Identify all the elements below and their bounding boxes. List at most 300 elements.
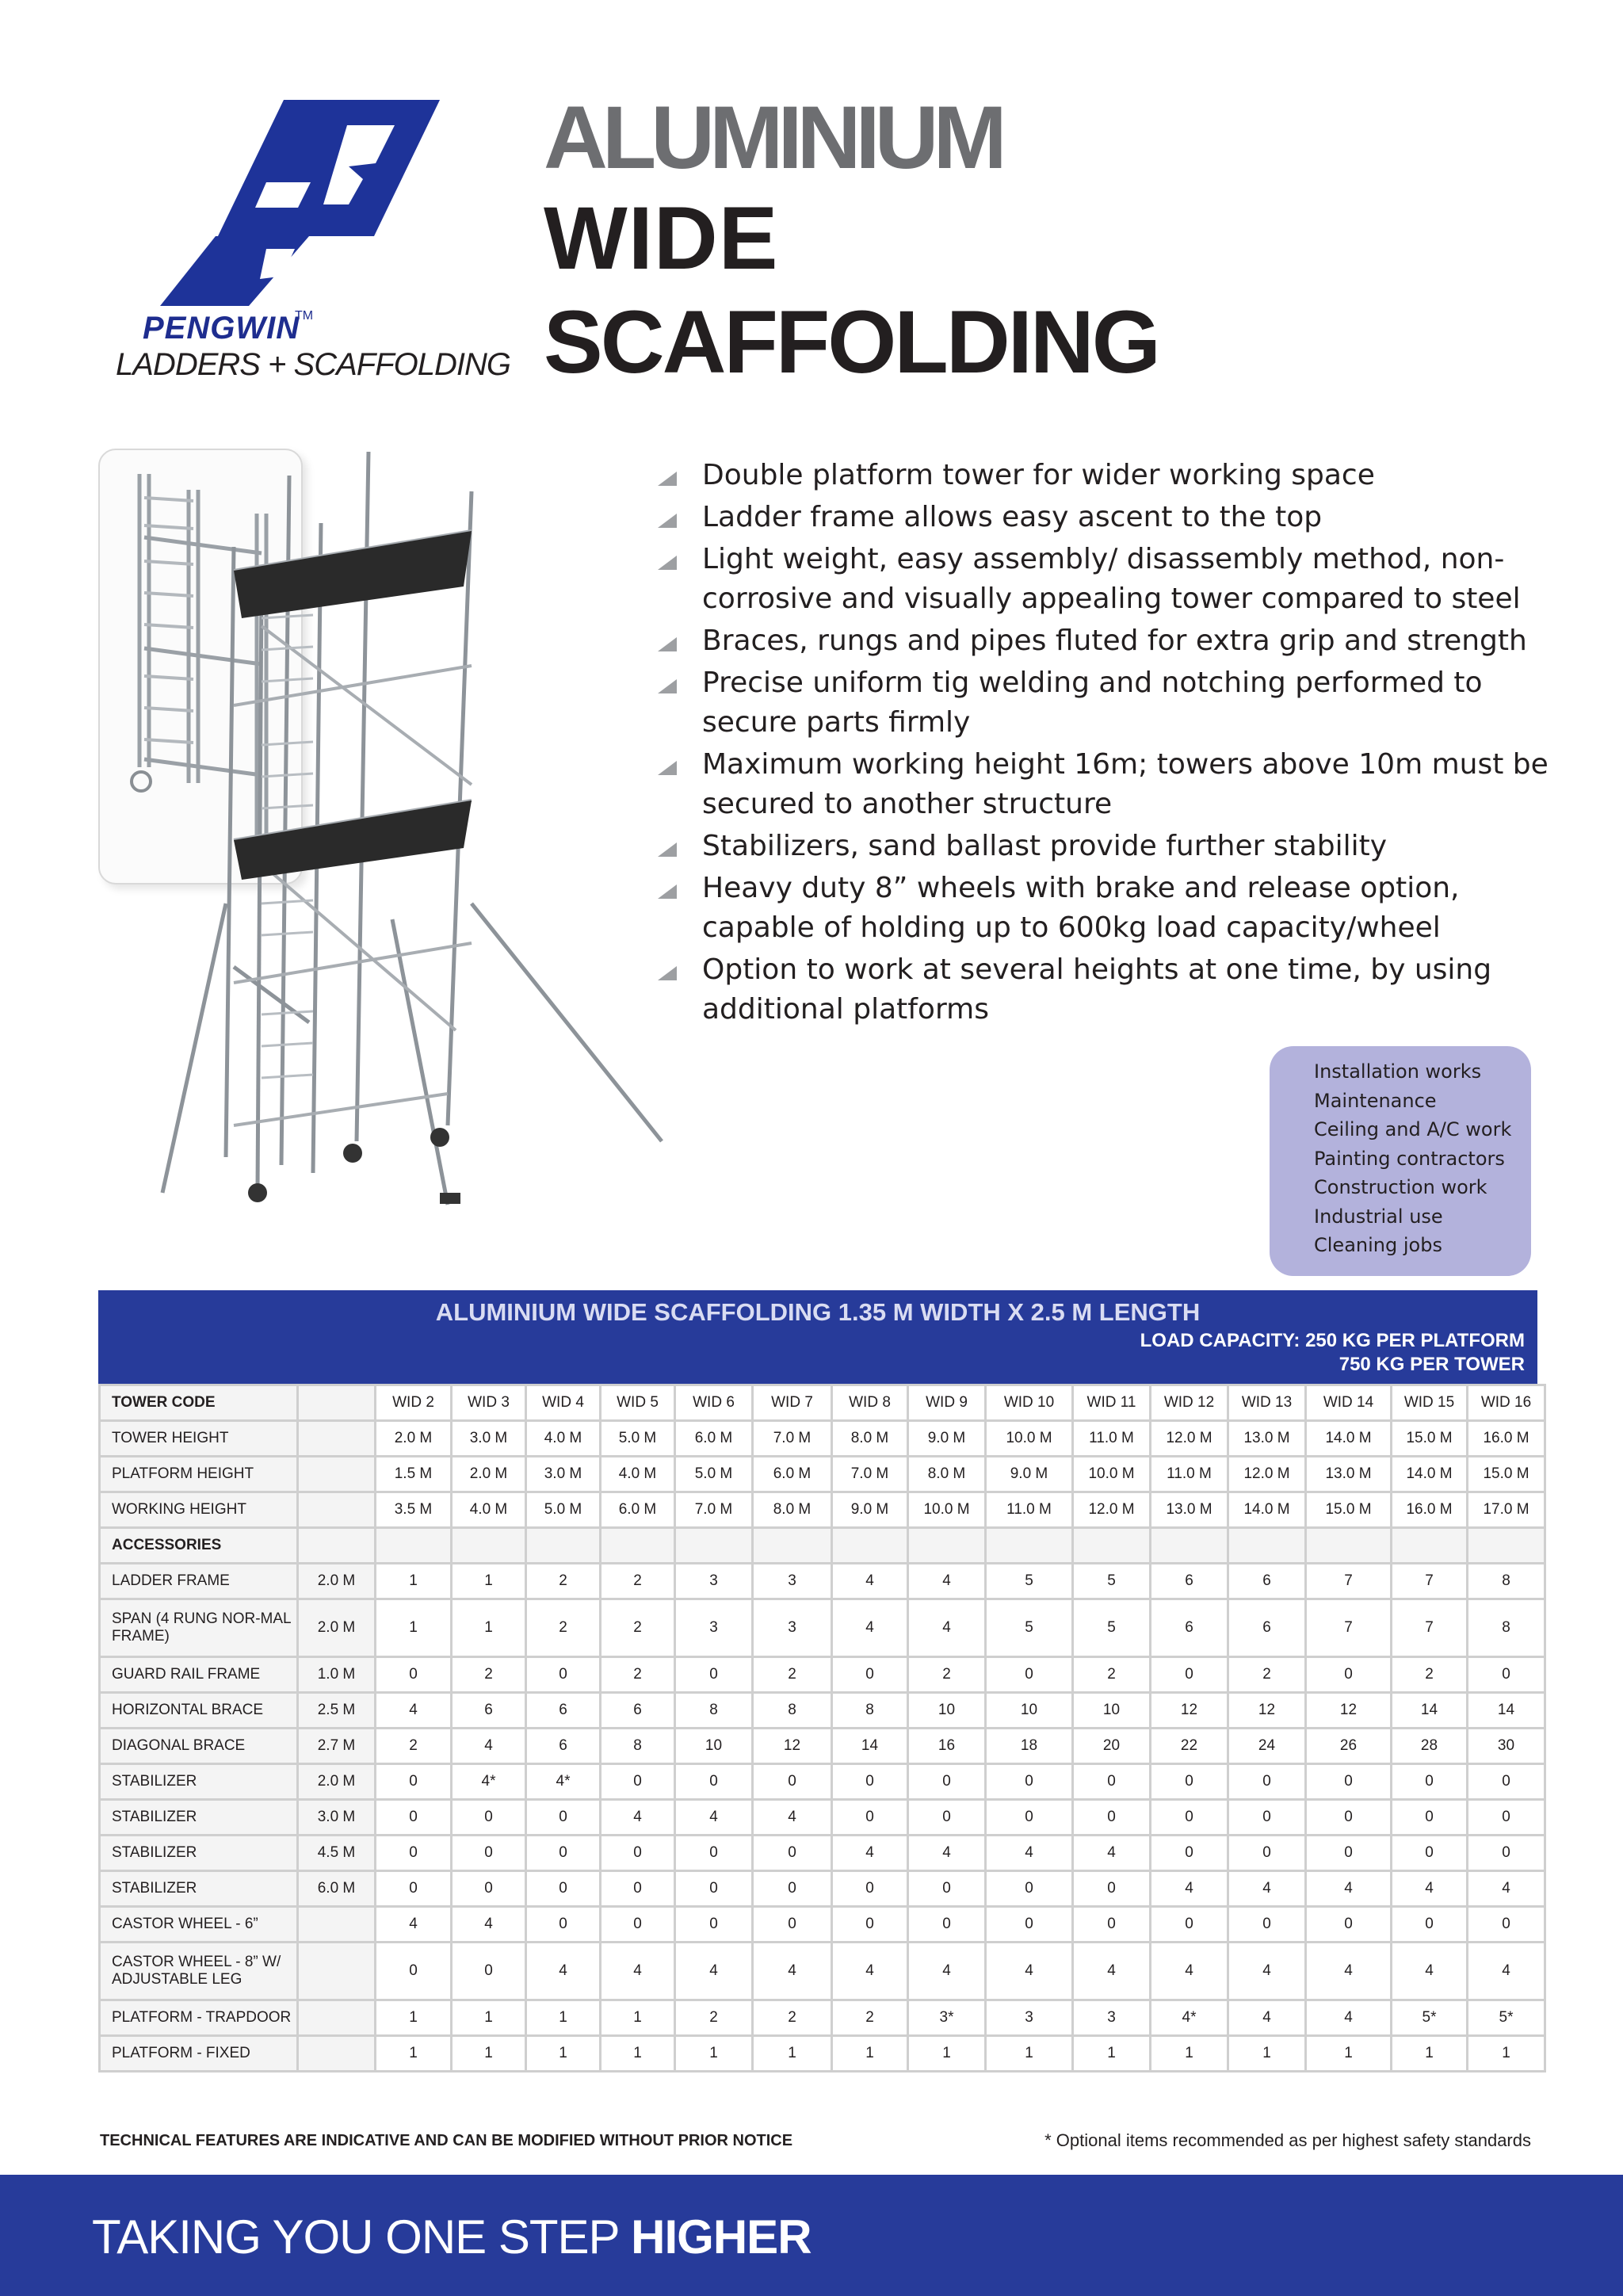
value-cell: 5.0 M xyxy=(526,1492,601,1528)
value-cell: 6 xyxy=(1151,1599,1228,1657)
value-cell: 1.5 M xyxy=(376,1457,452,1492)
scaffold-tower-image xyxy=(155,428,674,1260)
value-cell: 4 xyxy=(1306,1943,1392,2000)
table-row xyxy=(100,1764,1545,1800)
value-cell: 0 xyxy=(1228,1836,1306,1871)
value-cell: 18 xyxy=(986,1729,1073,1764)
value-cell: 7 xyxy=(1306,1599,1392,1657)
load-capacity-tower: 750 KG PER TOWER xyxy=(1338,1354,1525,1375)
tower-code-cell: WID 11 xyxy=(1073,1385,1151,1421)
row-label: PLATFORM - TRAPDOOR xyxy=(100,2000,298,2036)
row-label: TOWER HEIGHT xyxy=(100,1421,298,1457)
value-cell: 10 xyxy=(986,1693,1073,1729)
value-cell: 7.0 M xyxy=(675,1492,753,1528)
tower-code-label: TOWER CODE xyxy=(100,1385,298,1421)
application-item: Installation works xyxy=(1314,1060,1482,1083)
empty-cell xyxy=(601,1528,675,1564)
empty-cell xyxy=(832,1528,908,1564)
tower-code-cell: WID 4 xyxy=(526,1385,601,1421)
feature-item: Maximum working height 16m; towers above 10m must be secured to another structure xyxy=(658,745,1553,824)
tower-code-cell: WID 16 xyxy=(1468,1385,1545,1421)
value-cell: 15.0 M xyxy=(1392,1421,1468,1457)
brand-subtitle: LADDERS + SCAFFOLDING xyxy=(116,347,511,382)
value-cell: 1 xyxy=(1228,2036,1306,2072)
value-cell: 4 xyxy=(376,1907,452,1943)
technical-note: TECHNICAL FEATURES ARE INDICATIVE AND CAN BE MODIFIED WITHOUT PRIOR NOTICE xyxy=(100,2132,793,2149)
value-cell: 0 xyxy=(1151,1836,1228,1871)
tower-code-cell: WID 2 xyxy=(376,1385,452,1421)
accessories-label: ACCESSORIES xyxy=(100,1528,298,1564)
value-cell: 7.0 M xyxy=(753,1421,832,1457)
tower-code-cell: WID 14 xyxy=(1306,1385,1392,1421)
table-title: ALUMINIUM WIDE SCAFFOLDING 1.35 M WIDTH X 2.5 M LENGTH xyxy=(435,1298,1201,1326)
value-cell: 0 xyxy=(1392,1836,1468,1871)
value-cell: 0 xyxy=(986,1800,1073,1836)
value-cell: 0 xyxy=(452,1943,526,2000)
value-cell: 0 xyxy=(753,1764,832,1800)
brand-name: PENGWIN xyxy=(143,311,300,346)
value-cell: 7 xyxy=(1392,1564,1468,1599)
row-label: STABILIZER xyxy=(100,1764,298,1800)
value-cell: 0 xyxy=(986,1907,1073,1943)
table-row xyxy=(100,1492,1545,1528)
value-cell: 0 xyxy=(452,1836,526,1871)
value-cell: 10.0 M xyxy=(986,1421,1073,1457)
value-cell: 20 xyxy=(1073,1729,1151,1764)
application-item: Construction work xyxy=(1314,1176,1487,1198)
value-cell: 6.0 M xyxy=(601,1492,675,1528)
value-cell: 11.0 M xyxy=(986,1492,1073,1528)
load-capacity-platform: LOAD CAPACITY: 250 KG PER PLATFORM xyxy=(1140,1330,1525,1351)
value-cell: 3 xyxy=(675,1599,753,1657)
table-row xyxy=(100,1871,1545,1907)
empty-cell xyxy=(986,1528,1073,1564)
value-cell: 15.0 M xyxy=(1306,1492,1392,1528)
table-row xyxy=(100,1800,1545,1836)
value-cell: 4 xyxy=(1073,1836,1151,1871)
value-cell: 16.0 M xyxy=(1392,1492,1468,1528)
value-cell: 4 xyxy=(601,1943,675,2000)
value-cell: 0 xyxy=(601,1871,675,1907)
value-cell: 0 xyxy=(1073,1764,1151,1800)
value-cell: 3 xyxy=(675,1564,753,1599)
value-cell: 4 xyxy=(908,1836,986,1871)
value-cell: 24 xyxy=(1228,1729,1306,1764)
value-cell: 14.0 M xyxy=(1228,1492,1306,1528)
title-line-2: WIDE xyxy=(544,189,779,288)
empty-cell xyxy=(675,1528,753,1564)
table-row xyxy=(100,1599,1545,1657)
value-cell: 7 xyxy=(1306,1564,1392,1599)
value-cell: 1 xyxy=(452,1564,526,1599)
value-cell: 5 xyxy=(986,1599,1073,1657)
bullet-triangle-icon xyxy=(658,966,677,980)
value-cell: 4 xyxy=(1468,1943,1545,2000)
value-cell: 5 xyxy=(1073,1599,1151,1657)
length-cell xyxy=(298,1943,376,2000)
row-label: DIAGONAL BRACE xyxy=(100,1729,298,1764)
value-cell: 14.0 M xyxy=(1306,1421,1392,1457)
value-cell: 13.0 M xyxy=(1228,1421,1306,1457)
value-cell: 0 xyxy=(753,1907,832,1943)
value-cell: 10.0 M xyxy=(908,1492,986,1528)
value-cell: 2 xyxy=(1392,1657,1468,1693)
value-cell: 2.0 M xyxy=(452,1457,526,1492)
value-cell: 0 xyxy=(908,1907,986,1943)
value-cell: 4 xyxy=(1468,1871,1545,1907)
value-cell: 0 xyxy=(1306,1657,1392,1693)
accessories-heading-row xyxy=(100,1528,1545,1564)
value-cell: 2 xyxy=(526,1599,601,1657)
value-cell: 1 xyxy=(832,2036,908,2072)
value-cell: 3 xyxy=(753,1564,832,1599)
bullet-triangle-icon xyxy=(658,556,677,570)
value-cell: 0 xyxy=(675,1764,753,1800)
value-cell: 9.0 M xyxy=(832,1492,908,1528)
value-cell: 13.0 M xyxy=(1306,1457,1392,1492)
optional-note: * Optional items recommended as per highest safety standards xyxy=(1044,2130,1531,2150)
feature-item: Option to work at several heights at one time, by using additional platforms xyxy=(658,950,1553,1030)
value-cell: 4* xyxy=(1151,2000,1228,2036)
value-cell: 0 xyxy=(908,1764,986,1800)
value-cell: 0 xyxy=(376,1871,452,1907)
value-cell: 1 xyxy=(452,1599,526,1657)
value-cell: 1 xyxy=(1073,2036,1151,2072)
value-cell: 2.0 M xyxy=(376,1421,452,1457)
length-cell: 3.0 M xyxy=(298,1800,376,1836)
length-cell: 6.0 M xyxy=(298,1871,376,1907)
value-cell: 1 xyxy=(1392,2036,1468,2072)
tower-code-cell: WID 10 xyxy=(986,1385,1073,1421)
value-cell: 3.5 M xyxy=(376,1492,452,1528)
value-cell: 0 xyxy=(526,1871,601,1907)
table-row xyxy=(100,1457,1545,1492)
table-row xyxy=(100,1907,1545,1943)
value-cell: 4 xyxy=(1392,1871,1468,1907)
value-cell: 0 xyxy=(1468,1907,1545,1943)
row-label: STABILIZER xyxy=(100,1871,298,1907)
value-cell: 0 xyxy=(675,1907,753,1943)
empty-cell xyxy=(1468,1528,1545,1564)
value-cell: 2 xyxy=(675,2000,753,2036)
length-cell: 2.0 M xyxy=(298,1764,376,1800)
table-row xyxy=(100,1943,1545,2000)
value-cell: 0 xyxy=(1392,1764,1468,1800)
bullet-triangle-icon xyxy=(658,514,677,528)
value-cell: 0 xyxy=(1151,1764,1228,1800)
table-row xyxy=(100,2000,1545,2036)
value-cell: 0 xyxy=(832,1907,908,1943)
value-cell: 9.0 M xyxy=(986,1457,1073,1492)
tower-code-cell: WID 5 xyxy=(601,1385,675,1421)
value-cell: 0 xyxy=(832,1657,908,1693)
empty-cell xyxy=(753,1528,832,1564)
value-cell: 4 xyxy=(1228,2000,1306,2036)
value-cell: 1 xyxy=(675,2036,753,2072)
value-cell: 12.0 M xyxy=(1151,1421,1228,1457)
value-cell: 2 xyxy=(1228,1657,1306,1693)
value-cell: 4 xyxy=(832,1564,908,1599)
feature-item: Light weight, easy assembly/ disassembly method, non-corrosive and visually appealing tower compared to steel xyxy=(658,540,1553,619)
title-line-3: SCAFFOLDING xyxy=(544,292,1159,392)
value-cell: 4 xyxy=(832,1943,908,2000)
value-cell: 0 xyxy=(1392,1800,1468,1836)
value-cell: 4 xyxy=(675,1943,753,2000)
application-item: Cleaning jobs xyxy=(1314,1234,1442,1256)
table-row xyxy=(100,1693,1545,1729)
value-cell: 0 xyxy=(526,1836,601,1871)
value-cell: 0 xyxy=(1468,1764,1545,1800)
value-cell: 4 xyxy=(526,1943,601,2000)
tower-code-cell: WID 15 xyxy=(1392,1385,1468,1421)
tower-code-cell: WID 9 xyxy=(908,1385,986,1421)
value-cell: 4 xyxy=(908,1564,986,1599)
table-row xyxy=(100,1657,1545,1693)
value-cell: 5* xyxy=(1468,2000,1545,2036)
value-cell: 0 xyxy=(1073,1800,1151,1836)
value-cell: 0 xyxy=(1306,1764,1392,1800)
value-cell: 6 xyxy=(1228,1599,1306,1657)
value-cell: 0 xyxy=(376,1800,452,1836)
value-cell: 1 xyxy=(526,2036,601,2072)
value-cell: 0 xyxy=(452,1800,526,1836)
value-cell: 0 xyxy=(1073,1907,1151,1943)
bullet-triangle-icon xyxy=(658,884,677,899)
value-cell: 1 xyxy=(1306,2036,1392,2072)
value-cell: 4 xyxy=(376,1693,452,1729)
row-label: GUARD RAIL FRAME xyxy=(100,1657,298,1693)
value-cell: 14 xyxy=(832,1729,908,1764)
value-cell: 0 xyxy=(986,1657,1073,1693)
value-cell: 0 xyxy=(1151,1907,1228,1943)
value-cell: 2 xyxy=(376,1729,452,1764)
footer-band xyxy=(0,2175,1623,2296)
tower-code-cell: WID 13 xyxy=(1228,1385,1306,1421)
tower-code-cell: WID 7 xyxy=(753,1385,832,1421)
value-cell: 0 xyxy=(1073,1871,1151,1907)
row-label: CASTOR WHEEL - 8” W/ ADJUSTABLE LEG xyxy=(100,1943,298,2000)
row-label: HORIZONTAL BRACE xyxy=(100,1693,298,1729)
value-cell: 1 xyxy=(908,2036,986,2072)
value-cell: 2 xyxy=(1073,1657,1151,1693)
value-cell: 4 xyxy=(832,1599,908,1657)
value-cell: 0 xyxy=(675,1871,753,1907)
value-cell: 1 xyxy=(601,2036,675,2072)
value-cell: 7.0 M xyxy=(832,1457,908,1492)
length-cell: 4.5 M xyxy=(298,1836,376,1871)
empty-cell xyxy=(526,1528,601,1564)
table-row xyxy=(100,1729,1545,1764)
value-cell: 1 xyxy=(1151,2036,1228,2072)
value-cell: 2 xyxy=(832,2000,908,2036)
value-cell: 12 xyxy=(1306,1693,1392,1729)
value-cell: 0 xyxy=(601,1907,675,1943)
value-cell: 4 xyxy=(452,1729,526,1764)
value-cell: 4.0 M xyxy=(452,1492,526,1528)
title-line-1: ALUMINIUM xyxy=(544,88,1002,187)
bullet-triangle-icon xyxy=(658,761,677,775)
value-cell: 0 xyxy=(1228,1764,1306,1800)
value-cell: 5 xyxy=(986,1564,1073,1599)
empty-cell xyxy=(1073,1528,1151,1564)
application-item: Maintenance xyxy=(1314,1089,1437,1112)
bullet-triangle-icon xyxy=(658,842,677,857)
value-cell: 5.0 M xyxy=(601,1421,675,1457)
value-cell: 11.0 M xyxy=(1151,1457,1228,1492)
value-cell: 4 xyxy=(1306,2000,1392,2036)
length-cell xyxy=(298,2000,376,2036)
empty-cell xyxy=(376,1528,452,1564)
application-item: Ceiling and A/C work xyxy=(1314,1118,1512,1140)
value-cell: 4 xyxy=(753,1943,832,2000)
value-cell: 0 xyxy=(1392,1907,1468,1943)
row-label: SPAN (4 RUNG NOR-MAL FRAME) xyxy=(100,1599,298,1657)
value-cell: 3.0 M xyxy=(526,1457,601,1492)
value-cell: 4 xyxy=(908,1599,986,1657)
value-cell: 0 xyxy=(376,1943,452,2000)
value-cell: 3 xyxy=(753,1599,832,1657)
value-cell: 0 xyxy=(1306,1800,1392,1836)
value-cell: 0 xyxy=(1306,1836,1392,1871)
value-cell: 30 xyxy=(1468,1729,1545,1764)
table-row xyxy=(100,2036,1545,2072)
value-cell: 0 xyxy=(832,1800,908,1836)
row-label: PLATFORM HEIGHT xyxy=(100,1457,298,1492)
value-cell: 10.0 M xyxy=(1073,1457,1151,1492)
value-cell: 6 xyxy=(526,1693,601,1729)
value-cell: 8 xyxy=(601,1729,675,1764)
value-cell: 0 xyxy=(1151,1657,1228,1693)
length-cell: 2.0 M xyxy=(298,1599,376,1657)
value-cell: 6 xyxy=(452,1693,526,1729)
value-cell: 1 xyxy=(376,2000,452,2036)
value-cell: 0 xyxy=(832,1871,908,1907)
value-cell: 1 xyxy=(1468,2036,1545,2072)
value-cell: 4 xyxy=(1073,1943,1151,2000)
value-cell: 0 xyxy=(452,1871,526,1907)
table-row xyxy=(100,1836,1545,1871)
value-cell: 8.0 M xyxy=(753,1492,832,1528)
value-cell: 0 xyxy=(1468,1800,1545,1836)
value-cell: 4 xyxy=(601,1800,675,1836)
row-label: CASTOR WHEEL - 6” xyxy=(100,1907,298,1943)
length-cell: 1.0 M xyxy=(298,1657,376,1693)
row-label: PLATFORM - FIXED xyxy=(100,2036,298,2072)
application-item: Industrial use xyxy=(1314,1205,1443,1228)
value-cell: 8 xyxy=(832,1693,908,1729)
applications-box xyxy=(1270,1046,1531,1276)
length-cell xyxy=(298,1907,376,1943)
feature-item: Double platform tower for wider working space xyxy=(658,456,1553,495)
value-cell: 0 xyxy=(1151,1800,1228,1836)
length-cell xyxy=(298,1457,376,1492)
value-cell: 4 xyxy=(986,1836,1073,1871)
value-cell: 4.0 M xyxy=(601,1457,675,1492)
empty-cell xyxy=(1392,1528,1468,1564)
value-cell: 4.0 M xyxy=(526,1421,601,1457)
application-item: Painting contractors xyxy=(1314,1147,1505,1170)
value-cell: 1 xyxy=(452,2036,526,2072)
value-cell: 0 xyxy=(675,1657,753,1693)
value-cell: 3* xyxy=(908,2000,986,2036)
empty-cell xyxy=(1151,1528,1228,1564)
table-row xyxy=(100,1421,1545,1457)
value-cell: 4 xyxy=(908,1943,986,2000)
value-cell: 4 xyxy=(986,1943,1073,2000)
length-cell xyxy=(298,1385,376,1421)
value-cell: 3.0 M xyxy=(452,1421,526,1457)
brand-trademark: TM xyxy=(295,309,314,323)
feature-item: Heavy duty 8” wheels with brake and release option, capable of holding up to 600kg load capacity/wheel xyxy=(658,869,1553,948)
value-cell: 0 xyxy=(1468,1836,1545,1871)
tower-code-cell: WID 6 xyxy=(675,1385,753,1421)
value-cell: 1 xyxy=(452,2000,526,2036)
value-cell: 0 xyxy=(1468,1657,1545,1693)
value-cell: 6.0 M xyxy=(675,1421,753,1457)
table-row xyxy=(100,1564,1545,1599)
value-cell: 14 xyxy=(1392,1693,1468,1729)
value-cell: 4 xyxy=(753,1800,832,1836)
value-cell: 4 xyxy=(452,1907,526,1943)
feature-list xyxy=(658,456,1553,1032)
table-header xyxy=(98,1290,1537,1384)
value-cell: 9.0 M xyxy=(908,1421,986,1457)
spec-grid xyxy=(98,1384,1546,2073)
value-cell: 0 xyxy=(376,1836,452,1871)
value-cell: 8.0 M xyxy=(832,1421,908,1457)
value-cell: 11.0 M xyxy=(1073,1421,1151,1457)
value-cell: 7 xyxy=(1392,1599,1468,1657)
bullet-triangle-icon xyxy=(658,472,677,486)
value-cell: 4* xyxy=(526,1764,601,1800)
value-cell: 6 xyxy=(1151,1564,1228,1599)
value-cell: 4 xyxy=(675,1800,753,1836)
feature-item: Braces, rungs and pipes fluted for extra grip and strength xyxy=(658,621,1553,661)
empty-cell xyxy=(452,1528,526,1564)
value-cell: 22 xyxy=(1151,1729,1228,1764)
value-cell: 13.0 M xyxy=(1151,1492,1228,1528)
empty-cell xyxy=(908,1528,986,1564)
value-cell: 12 xyxy=(1228,1693,1306,1729)
value-cell: 26 xyxy=(1306,1729,1392,1764)
value-cell: 0 xyxy=(526,1800,601,1836)
value-cell: 8 xyxy=(675,1693,753,1729)
value-cell: 12 xyxy=(753,1729,832,1764)
value-cell: 2 xyxy=(452,1657,526,1693)
feature-item: Ladder frame allows easy ascent to the top xyxy=(658,498,1553,537)
value-cell: 0 xyxy=(376,1764,452,1800)
value-cell: 2 xyxy=(526,1564,601,1599)
row-label: WORKING HEIGHT xyxy=(100,1492,298,1528)
value-cell: 6.0 M xyxy=(753,1457,832,1492)
value-cell: 0 xyxy=(908,1800,986,1836)
value-cell: 15.0 M xyxy=(1468,1457,1545,1492)
empty-cell xyxy=(298,1528,376,1564)
value-cell: 1 xyxy=(526,2000,601,2036)
value-cell: 4 xyxy=(1228,1943,1306,2000)
length-cell: 2.0 M xyxy=(298,1564,376,1599)
value-cell: 4* xyxy=(452,1764,526,1800)
feature-item: Precise uniform tig welding and notching performed to secure parts firmly xyxy=(658,663,1553,743)
value-cell: 5.0 M xyxy=(675,1457,753,1492)
value-cell: 4 xyxy=(1392,1943,1468,2000)
empty-cell xyxy=(1306,1528,1392,1564)
slogan: TAKING YOU ONE STEP HIGHER xyxy=(92,2210,812,2264)
value-cell: 0 xyxy=(986,1764,1073,1800)
value-cell: 6 xyxy=(1228,1564,1306,1599)
value-cell: 0 xyxy=(601,1764,675,1800)
value-cell: 0 xyxy=(753,1836,832,1871)
